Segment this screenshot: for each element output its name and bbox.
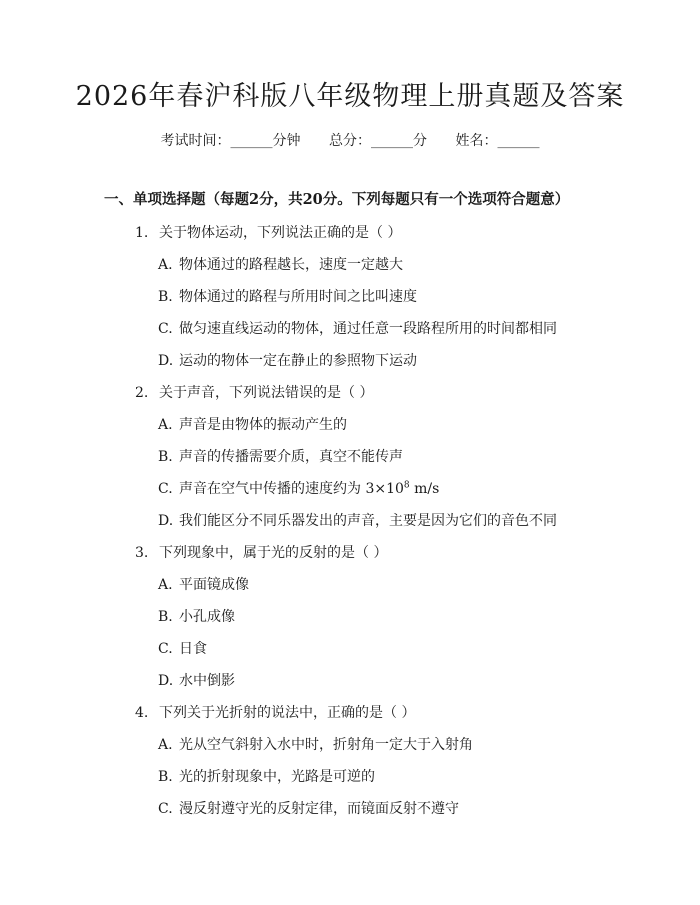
option-1b xyxy=(158,287,417,307)
option-4a xyxy=(158,735,473,755)
question-number: 4. xyxy=(135,705,149,721)
option-3c xyxy=(158,639,207,659)
question-3 xyxy=(135,543,387,563)
section-heading: 一、单项选择题（每题2分，共20分。下列每题只有一个选项符合题意） xyxy=(104,191,570,208)
question-number: 3. xyxy=(135,545,149,561)
question-number: 2. xyxy=(135,385,149,401)
option-2a xyxy=(158,415,347,435)
option-1d xyxy=(158,351,417,371)
exam-time-field: 考试时间：______分钟 xyxy=(160,133,301,149)
option-label: C. xyxy=(158,801,173,817)
option-text: 小孔成像 xyxy=(179,609,235,625)
question-stem: 关于声音，下列说法错误的是（ ） xyxy=(159,385,374,401)
option-4b xyxy=(158,767,375,787)
option-label: A. xyxy=(158,737,173,753)
question-1 xyxy=(135,223,401,243)
option-label: D. xyxy=(158,673,174,689)
option-2c xyxy=(158,479,439,499)
option-3a xyxy=(158,575,249,595)
option-2d xyxy=(158,511,557,531)
student-name-field: 姓名：______ xyxy=(455,133,540,149)
option-1c xyxy=(158,319,557,339)
option-text: 漫反射遵守光的反射定律，而镜面反射不遵守 xyxy=(179,801,459,817)
option-text: 日食 xyxy=(179,641,207,657)
option-label: A. xyxy=(158,257,173,273)
option-label: C. xyxy=(158,321,173,337)
option-label: D. xyxy=(158,353,174,369)
option-text-unit: m/s xyxy=(409,481,440,497)
option-text: 水中倒影 xyxy=(179,673,235,689)
option-2b xyxy=(158,447,403,467)
option-label: C. xyxy=(158,481,173,497)
option-text: 平面镜成像 xyxy=(179,577,249,593)
option-4c xyxy=(158,799,459,819)
page-title: 2026年春沪科版八年级物理上册真题及答案 xyxy=(75,81,625,112)
option-text-prefix: 声音在空气中传播的速度约为 3×10 xyxy=(179,481,404,497)
question-stem: 关于物体运动，下列说法正确的是（ ） xyxy=(159,225,402,241)
option-text: 声音是由物体的振动产生的 xyxy=(179,417,347,433)
option-3d xyxy=(158,671,235,691)
option-label: C. xyxy=(158,641,173,657)
option-label: D. xyxy=(158,513,174,529)
exponent: 8 xyxy=(403,480,410,491)
question-number: 1. xyxy=(135,225,149,241)
option-text: 光从空气斜射入水中时，折射角一定大于入射角 xyxy=(179,737,473,753)
option-label: A. xyxy=(158,577,173,593)
option-1a xyxy=(158,255,403,275)
exam-meta xyxy=(0,131,700,151)
option-text: 物体通过的路程与所用时间之比叫速度 xyxy=(179,289,417,305)
option-text: 光的折射现象中，光路是可逆的 xyxy=(179,769,375,785)
option-label: B. xyxy=(158,769,173,785)
option-label: B. xyxy=(158,449,173,465)
option-text: 运动的物体一定在静止的参照物下运动 xyxy=(179,353,417,369)
option-text: 做匀速直线运动的物体，通过任意一段路程所用的时间都相同 xyxy=(179,321,557,337)
option-label: B. xyxy=(158,609,173,625)
question-4 xyxy=(135,703,415,723)
question-2 xyxy=(135,383,373,403)
option-text: 声音的传播需要介质，真空不能传声 xyxy=(179,449,403,465)
option-label: B. xyxy=(158,289,173,305)
option-text: 我们能区分不同乐器发出的声音，主要是因为它们的音色不同 xyxy=(179,513,557,529)
option-3b xyxy=(158,607,235,627)
total-score-field: 总分：______分 xyxy=(329,133,427,149)
option-text: 物体通过的路程越长，速度一定越大 xyxy=(179,257,403,273)
question-stem: 下列关于光折射的说法中，正确的是（ ） xyxy=(159,705,416,721)
question-stem: 下列现象中，属于光的反射的是（ ） xyxy=(159,545,388,561)
option-label: A. xyxy=(158,417,173,433)
